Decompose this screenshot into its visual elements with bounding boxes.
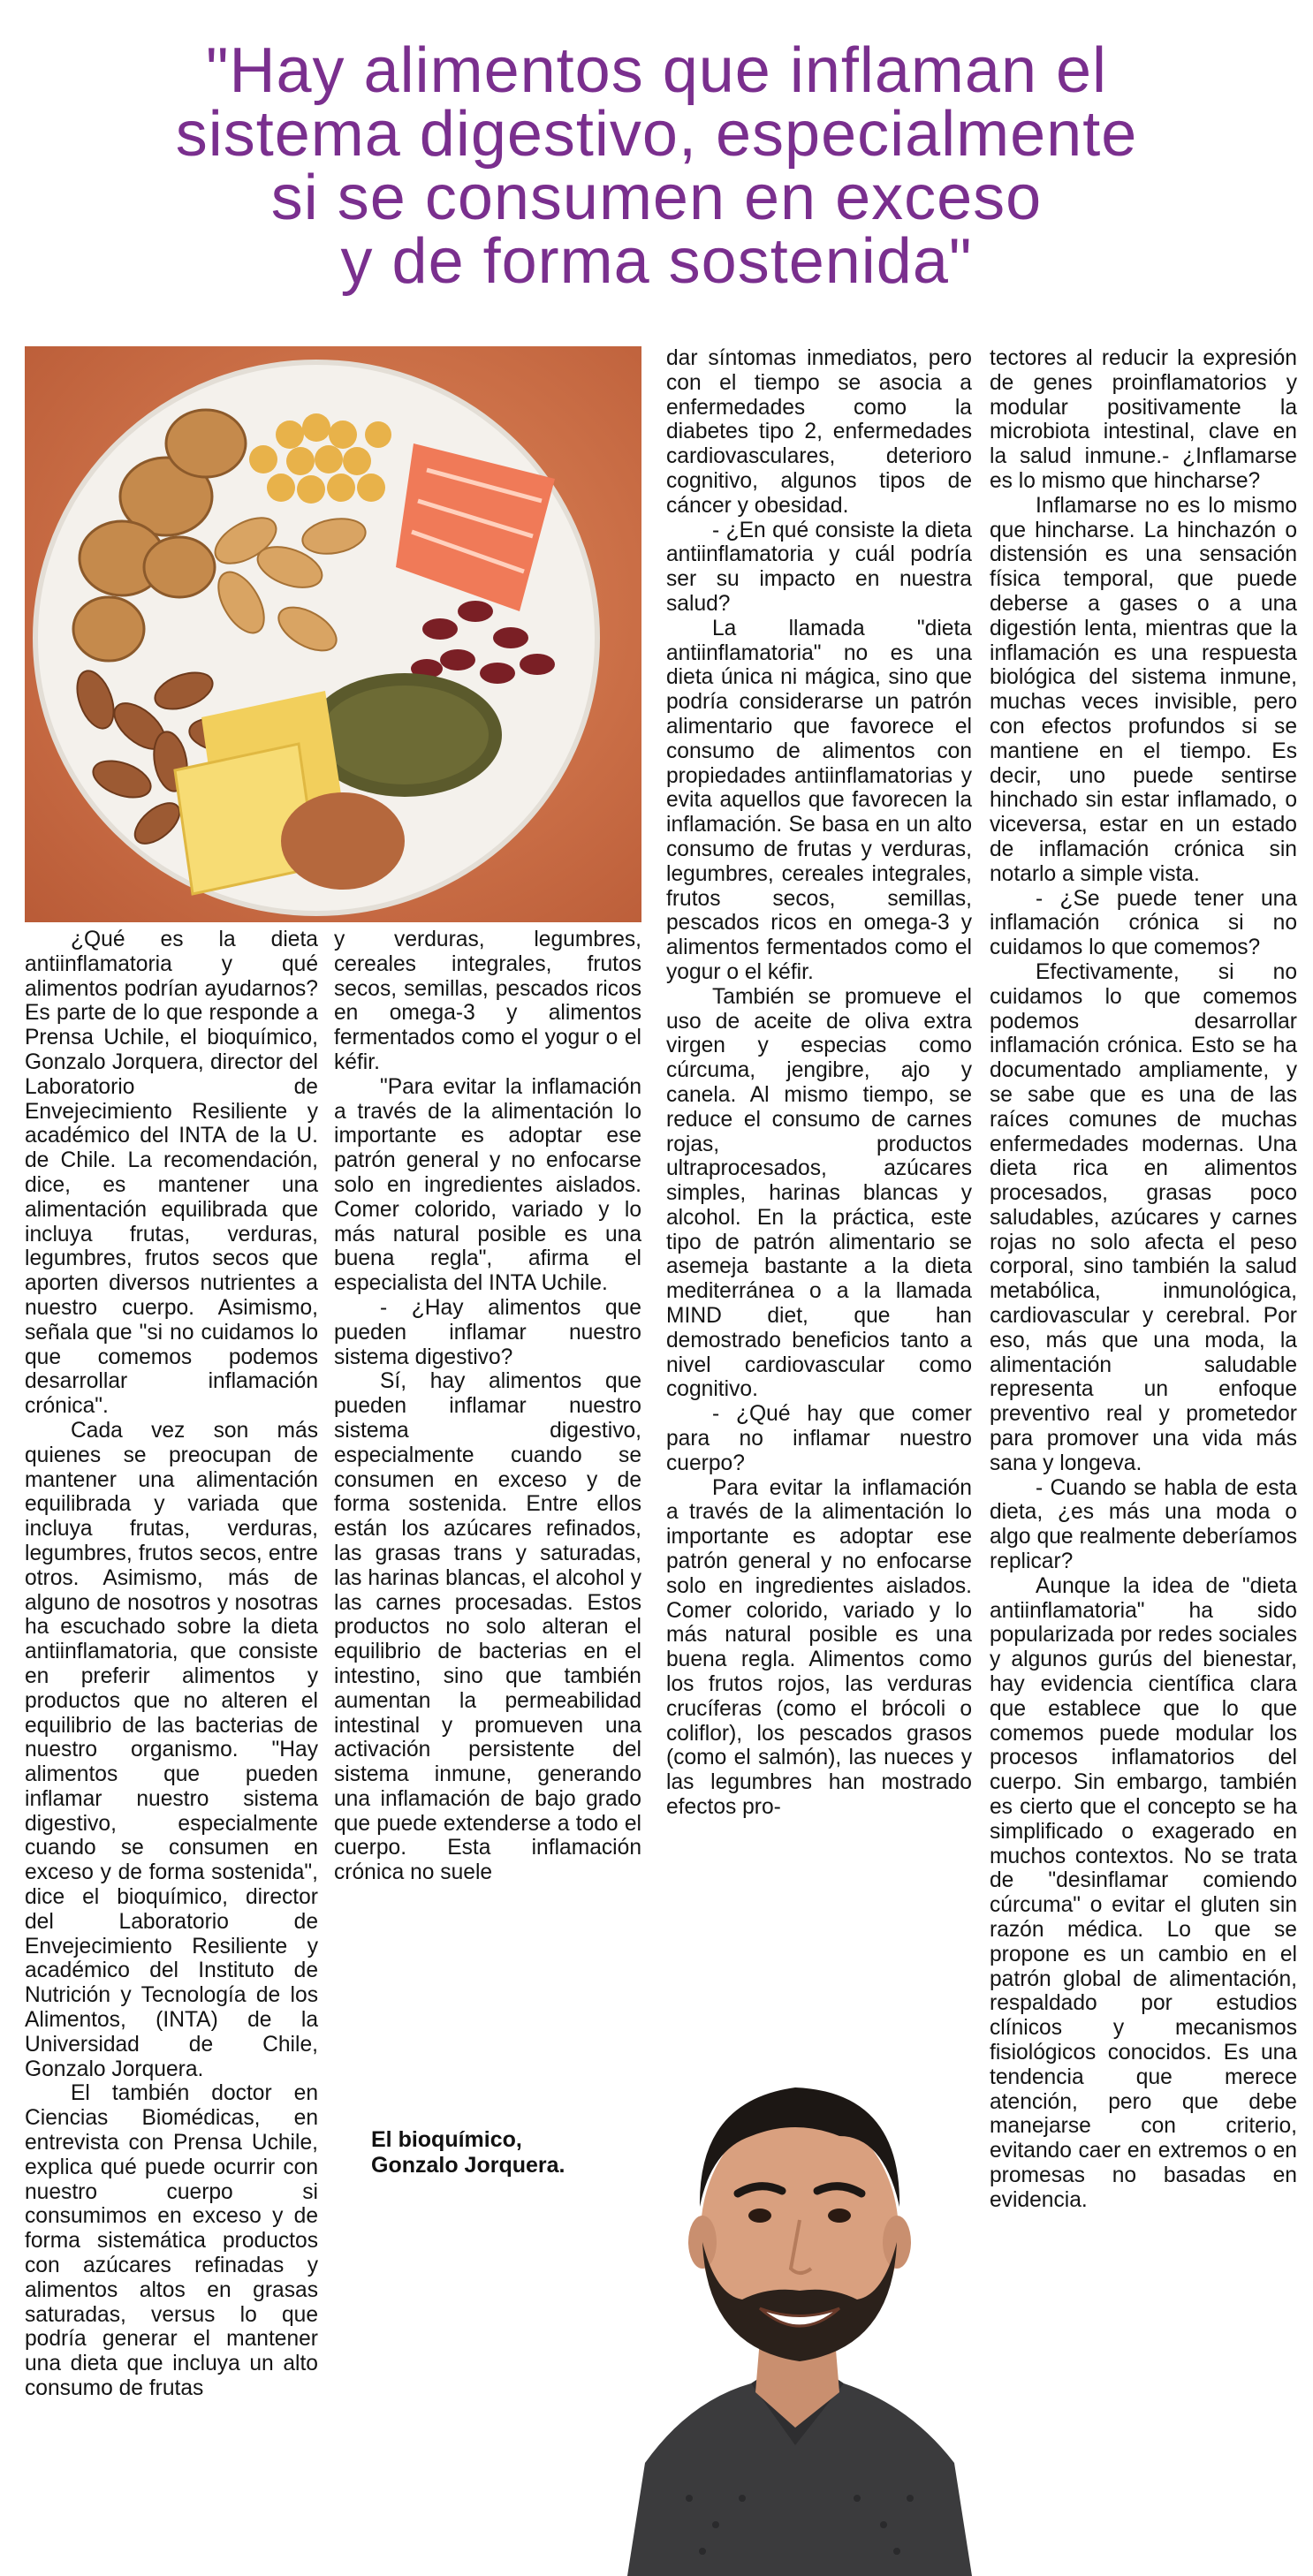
caption-line-2: Gonzalo Jorquera.: [371, 2153, 565, 2178]
paragraph: También se promueve el uso de aceite de oliva extra virgen y especias como cúrcuma, jengibre, ajo y canela. Al mismo tiempo, se reduce el consumo de carnes rojas, productos ultraprocesados, azúcares simples, harinas blancas y alcohol. En la práctica, este tipo de patrón alimentario se asemeja bastante a la dieta mediterránea o a la llamada MIND diet, que han demostrado beneficios tanto a nivel cardiovascular como cognitivo.: [666, 984, 972, 1402]
paragraph: El también doctor en Ciencias Biomédicas, en entrevista con Prensa Uchile, explica qué puede ocurrir con nuestro cuerpo si consumimos en exceso y de forma sistemática productos con azúcares refinadas y alimentos altos en grasas saturadas, versus lo que podría generar el mantener una dieta que incluya un alto consumo de frutas: [25, 2081, 318, 2401]
food-plate-photo: [25, 346, 641, 922]
portrait-photo: [619, 2004, 975, 2576]
headline-line-3: si se consumen en exceso: [270, 163, 1043, 233]
paragraph: Aunque la idea de "dieta antiinflamatoria" ha sido popularizada por redes sociales y algunos gurús del bienestar, hay evidencia científica clara que establece que lo que comemos puede modular los procesos inflamatorios del cuerpo. Sin embargo, también es cierto que el concepto se ha simplificado o exagerado en muchos contextos. No se trata de "desinflamar comiendo cúrcuma" o evitar el gluten sin razón médica. Lo que se propone es un cambio en el patrón global de alimentación, respaldado por estudios clínicos y mecanismos fisiológicos conocidos. Es una tendencia que merece atención, pero que debe manejarse con criterio, evitando caer en extremos o en promesas no basadas en evidencia.: [990, 1573, 1297, 2212]
question: - ¿Qué hay que comer para no inflamar nuestro cuerpo?: [666, 1402, 972, 1475]
question: - ¿En qué consiste la dieta antiinflamatoria y cuál podría ser su impacto en nuestra salud?: [666, 518, 972, 616]
paragraph: tectores al reducir la expresión de genes proinflamatorios y modular positivamente la microbiota intestinal, clave en la salud inmune.- ¿Inflamarse es lo mismo que hincharse?: [990, 346, 1297, 493]
paragraph: ¿Qué es la dieta antiinflamatoria y qué alimentos podrían ayudarnos? Es parte de lo que responde a Prensa Uchile, el bioquímico, Gonzalo Jorquera, director del Laboratorio de Envejecimiento Resiliente y académico del INTA de la U. de Chile. La recomendación, dice, es mantener una alimentación equilibrada que incluya frutas, verduras, legumbres, frutos secos que aporten diversos nutrientes a nuestro cuerpo. Asimismo, señala que "si no cuidamos lo que comemos podemos desarrollar inflamación crónica".: [25, 928, 318, 1419]
question: - ¿Se puede tener una inflamación crónica si no cuidamos lo que comemos?: [990, 886, 1297, 960]
headline-line-1: "Hay alimentos que inflaman el: [205, 35, 1108, 106]
food-plate-icon: [25, 346, 641, 922]
paragraph: Para evitar la inflamación a través de la alimentación lo importante es adoptar ese patrón general y no enfocarse solo en ingredientes aislados. Comer colorido, variado y lo más natural posible es una buena regla. Alimentos como los frutos rojos, las verduras crucíferas (como el brócoli o coliflor), los pescados grasos (como el salmón), las nueces y las legumbres han mostrado efectos pro-: [666, 1475, 972, 1820]
article-column-2: [334, 928, 641, 1970]
paragraph: La llamada "dieta antiinflamatoria" no es una dieta única ni mágica, sino que podría considerarse un patrón alimentario que favorece el consumo de alimentos con propiedades antiinflamatorias y evita aquellos que favorecen la inflamación. Se basa en un alto consumo de frutas y verduras, legumbres, cereales integrales, frutos secos, semillas, pescados ricos en omega-3 y alimentos fermentados como el yogur o el kéfir.: [666, 616, 972, 984]
headline-line-2: sistema digestivo, especialmente: [175, 99, 1138, 170]
headline: [27, 35, 1286, 297]
question: - Cuando se habla de esta dieta, ¿es más una moda o algo que realmente deberíamos replicar?: [990, 1475, 1297, 1574]
photo-caption: [371, 2127, 636, 2178]
paragraph: dar síntomas inmediatos, pero con el tiempo se asocia a enfermedades como la diabetes tipo 2, enfermedades cardiovasculares, deterioro cognitivo, algunos tipos de cáncer y obesidad.: [666, 346, 972, 518]
paragraph: Sí, hay alimentos que pueden inflamar nuestro sistema digestivo, especialmente cuando se consumen en exceso y de forma sostenida. Entre ellos están los azúcares refinados, las grasas trans y saturadas, las harinas blancas, el alcohol y las carnes procesadas. Estos productos no solo alteran el equilibrio de bacterias en el intestino, sino que también aumentan la permeabilidad intestinal y promueven una activación persistente del sistema inmune, generando una inflamación de bajo grado que puede extenderse a todo el cuerpo. Esta inflamación crónica no suele: [334, 1369, 641, 1885]
paragraph: Efectivamente, si no cuidamos lo que comemos podemos desarrollar inflamación crónica. Esto se ha documentado ampliamente, y se sabe que es una de las raíces comunes de muchas enfermedades modernas. Una dieta rica en alimentos procesados, grasas poco saludables, azúcares y carnes rojas no solo afecta el peso corporal, sino también la salud metabólica, inmunológica, cardiovascular y cerebral. Por eso, más que una moda, la alimentación saludable representa un enfoque preventivo real y prometedor para promover una vida más sana y longeva.: [990, 959, 1297, 1475]
paragraph: Inflamarse no es lo mismo que hincharse. La hinchazón o distensión es una sensación física temporal, que puede deberse a gases o a una digestión lenta, mientras que la inflamación es una respuesta biológica del sistema inmune, muchas veces invisible, pero con efectos profundos si se mantiene en el tiempo. Es decir, uno puede sentirse hinchado sin estar inflamado, o viceversa, estar en un estado de inflamación crónica sin notarlo a simple vista.: [990, 493, 1297, 886]
article-column-1: [25, 928, 318, 2571]
paragraph: Cada vez son más quienes se preocupan de mantener una alimentación equilibrada y variada que incluya frutas, verduras, legumbres, frutos secos, entre otros. Asimismo, más de alguno de nosotros y nosotras ha escuchado sobre la dieta antiinflamatoria, que consiste en preferir alimentos y productos que no alteren el equilibrio de las bacterias de nuestro organismo. "Hay alimentos que pueden inflamar nuestro sistema digestivo, especialmente cuando se consumen en exceso y de forma sostenida", dice el bioquímico, director del Laboratorio de Envejecimiento Resiliente y académico del Instituto de Nutrición y Tecnología de los Alimentos, (INTA) de la Universidad de Chile, Gonzalo Jorquera.: [25, 1418, 318, 2081]
article-column-3: [666, 346, 972, 1994]
paragraph: y verduras, legumbres, cereales integrales, frutos secos, semillas, pescados ricos en omega-3 y alimentos fermentados como el yogur o el kéfir.: [334, 928, 641, 1074]
headline-line-4: y de forma sostenida": [340, 226, 973, 297]
paragraph: "Para evitar la inflamación a través de la alimentación lo importante es adoptar ese patrón general y no enfocarse solo en ingredientes aislados. Comer colorido, variado y lo más natural posible es una buena regla", afirma el especialista del INTA Uchile.: [334, 1074, 641, 1296]
article-column-4: [990, 346, 1297, 2572]
caption-line-1: El bioquímico,: [371, 2127, 522, 2152]
portrait-icon: [619, 2004, 975, 2576]
question: - ¿Hay alimentos que pueden inflamar nuestro sistema digestivo?: [334, 1295, 641, 1369]
